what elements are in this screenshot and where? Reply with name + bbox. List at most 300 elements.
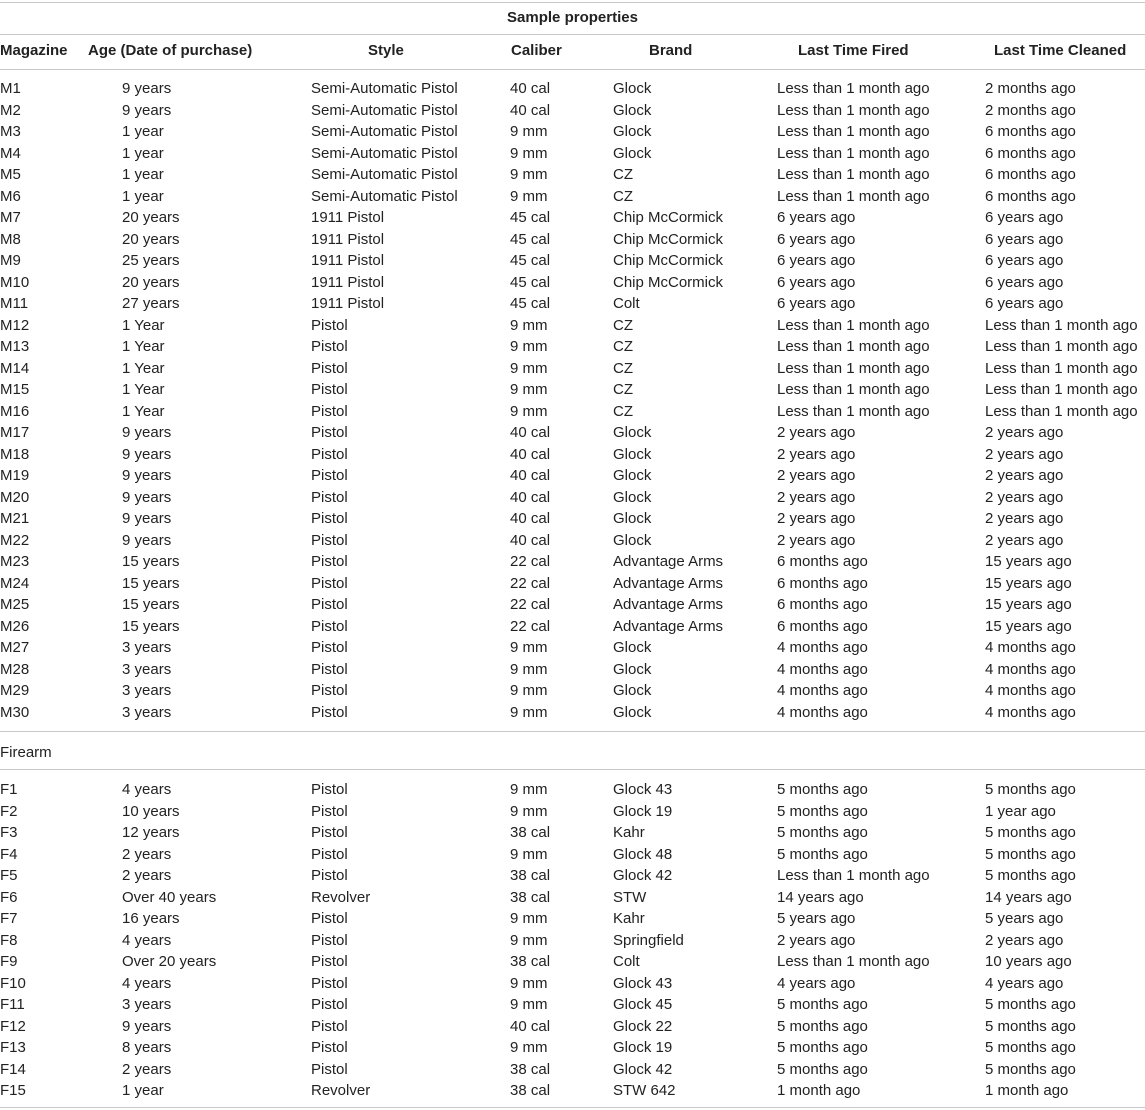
cell-caliber: 9 mm <box>510 996 548 1013</box>
cell-style: Pistol <box>311 1039 348 1056</box>
cell-brand: Colt <box>613 953 640 970</box>
cell-id: F9 <box>0 953 18 970</box>
cell-last-fired: 5 years ago <box>777 910 856 927</box>
cell-last-cleaned: 2 years ago <box>985 424 1064 441</box>
cell-brand: Advantage Arms <box>613 617 724 635</box>
cell-last-fired: Less than 1 month ago <box>777 80 930 97</box>
table-row <box>0 951 1145 973</box>
cell-id: F3 <box>0 824 18 841</box>
cell-style: Pistol <box>311 553 348 570</box>
cell-last-fired: 2 years ago <box>777 531 856 549</box>
cell-last-cleaned: 6 years ago <box>985 230 1064 248</box>
cell-style: Pistol <box>311 1060 348 1078</box>
cell-last-cleaned: 2 years ago <box>985 931 1064 949</box>
cell-last-fired: 2 years ago <box>777 931 856 949</box>
cell-last-cleaned: 6 months ago <box>985 187 1076 205</box>
cell-style: Pistol <box>311 316 348 334</box>
cell-brand: Glock <box>613 467 652 484</box>
cell-age: 1 Year <box>122 381 165 398</box>
cell-age: 9 years <box>122 1017 172 1035</box>
cell-age: 1 year <box>122 166 164 183</box>
cell-last-fired: 2 years ago <box>777 467 856 484</box>
cell-last-cleaned: Less than 1 month ago <box>985 316 1138 334</box>
cell-style: Pistol <box>311 402 348 420</box>
table-row <box>0 637 1145 659</box>
cell-last-cleaned: 5 months ago <box>985 781 1076 798</box>
table-row <box>0 1059 1145 1081</box>
cell-caliber: 45 cal <box>510 230 551 248</box>
cell-caliber: 45 cal <box>510 209 551 226</box>
table-row <box>0 1037 1145 1059</box>
cell-last-cleaned: 2 years ago <box>985 531 1064 549</box>
cell-brand: Chip McCormick <box>613 252 724 269</box>
cell-id: M6 <box>0 187 21 205</box>
cell-style: 1911 Pistol <box>311 273 385 291</box>
cell-brand: Glock 22 <box>613 1017 673 1035</box>
cell-age: 16 years <box>122 910 180 927</box>
cell-last-cleaned: 5 months ago <box>985 1060 1076 1078</box>
cell-caliber: 9 mm <box>510 166 548 183</box>
cell-id: M7 <box>0 209 21 226</box>
cell-last-fired: 6 years ago <box>777 273 856 291</box>
cell-last-fired: 4 months ago <box>777 703 868 721</box>
cell-id: F8 <box>0 931 18 949</box>
cell-last-fired: 5 months ago <box>777 1017 868 1035</box>
cell-last-fired: Less than 1 month ago <box>777 187 930 205</box>
cell-id: F11 <box>0 996 25 1013</box>
cell-caliber: 40 cal <box>510 488 551 506</box>
cell-last-fired: Less than 1 month ago <box>777 338 930 355</box>
cell-last-fired: 5 months ago <box>777 824 868 841</box>
cell-style: Pistol <box>311 660 348 678</box>
cell-brand: Glock <box>613 682 652 699</box>
cell-style: Pistol <box>311 510 348 527</box>
cell-style: Pistol <box>311 574 348 592</box>
cell-last-cleaned: 2 years ago <box>985 467 1064 484</box>
cell-age: 4 years <box>122 781 172 798</box>
cell-last-fired: Less than 1 month ago <box>777 953 930 970</box>
cell-last-fired: 4 months ago <box>777 682 868 699</box>
table-row <box>0 358 1145 380</box>
cell-caliber: 9 mm <box>510 660 548 678</box>
cell-last-fired: Less than 1 month ago <box>777 359 930 377</box>
cell-style: 1911 Pistol <box>311 252 385 269</box>
cell-id: M15 <box>0 381 30 398</box>
header-caliber: Caliber <box>511 42 562 59</box>
cell-brand: Springfield <box>613 931 684 949</box>
table-row <box>0 315 1145 337</box>
cell-id: M27 <box>0 639 30 656</box>
cell-last-cleaned: Less than 1 month ago <box>985 381 1138 398</box>
cell-style: Pistol <box>311 531 348 549</box>
cell-caliber: 9 mm <box>510 639 548 656</box>
cell-brand: Glock <box>613 144 652 162</box>
cell-last-fired: 1 month ago <box>777 1082 861 1099</box>
cell-style: Pistol <box>311 596 348 613</box>
cell-id: M26 <box>0 617 30 635</box>
cell-last-fired: 6 years ago <box>777 295 856 312</box>
cell-brand: Kahr <box>613 910 645 927</box>
cell-last-cleaned: 6 months ago <box>985 144 1076 162</box>
cell-style: 1911 Pistol <box>311 209 385 226</box>
cell-last-cleaned: 15 years ago <box>985 596 1072 613</box>
cell-last-cleaned: 4 months ago <box>985 682 1076 699</box>
title-rule <box>0 34 1145 35</box>
cell-age: 3 years <box>122 703 172 721</box>
cell-last-cleaned: 5 years ago <box>985 910 1064 927</box>
cell-age: 15 years <box>122 617 180 635</box>
cell-style: Semi-Automatic Pistol <box>311 123 458 140</box>
cell-style: Pistol <box>311 867 348 884</box>
cell-brand: Advantage Arms <box>613 553 724 570</box>
cell-style: Pistol <box>311 1017 348 1035</box>
header-row <box>0 40 1145 62</box>
table-row <box>0 594 1145 616</box>
table-row <box>0 779 1145 801</box>
cell-last-fired: 6 months ago <box>777 574 868 592</box>
cell-brand: CZ <box>613 166 633 183</box>
cell-caliber: 22 cal <box>510 596 551 613</box>
cell-last-cleaned: 6 months ago <box>985 123 1076 140</box>
cell-age: 9 years <box>122 80 172 97</box>
cell-caliber: 9 mm <box>510 144 548 162</box>
cell-id: M2 <box>0 101 21 119</box>
cell-style: Pistol <box>311 802 348 820</box>
cell-last-cleaned: 1 year ago <box>985 802 1056 820</box>
cell-caliber: 38 cal <box>510 824 551 841</box>
cell-style: Pistol <box>311 781 348 798</box>
cell-id: M29 <box>0 682 30 699</box>
cell-last-fired: 5 months ago <box>777 1039 868 1056</box>
cell-id: M8 <box>0 230 21 248</box>
table-title: Sample properties <box>507 9 638 26</box>
cell-style: Pistol <box>311 910 348 927</box>
cell-age: 12 years <box>122 824 180 841</box>
cell-last-cleaned: 4 months ago <box>985 660 1076 678</box>
cell-id: M3 <box>0 123 21 140</box>
table-row <box>0 508 1145 530</box>
cell-brand: CZ <box>613 381 633 398</box>
cell-brand: Glock 43 <box>613 974 673 992</box>
cell-age: 9 years <box>122 488 172 506</box>
cell-caliber: 45 cal <box>510 252 551 269</box>
table-row <box>0 336 1145 358</box>
cell-last-fired: 4 months ago <box>777 639 868 656</box>
cell-id: M10 <box>0 273 30 291</box>
cell-brand: Glock 48 <box>613 845 673 863</box>
cell-style: Semi-Automatic Pistol <box>311 80 458 97</box>
cell-last-cleaned: 1 month ago <box>985 1082 1069 1099</box>
cell-id: M11 <box>0 295 29 312</box>
cell-last-fired: 6 years ago <box>777 252 856 269</box>
cell-id: F12 <box>0 1017 26 1035</box>
cell-last-cleaned: 6 years ago <box>985 295 1064 312</box>
cell-last-cleaned: 5 months ago <box>985 845 1076 863</box>
cell-caliber: 9 mm <box>510 316 548 334</box>
header-last-fired: Last Time Fired <box>798 42 909 59</box>
cell-age: 2 years <box>122 1060 172 1078</box>
cell-last-cleaned: 5 months ago <box>985 1017 1076 1035</box>
cell-caliber: 9 mm <box>510 974 548 992</box>
cell-last-fired: Less than 1 month ago <box>777 867 930 884</box>
cell-age: 4 years <box>122 974 172 992</box>
cell-last-fired: Less than 1 month ago <box>777 144 930 162</box>
cell-caliber: 9 mm <box>510 123 548 140</box>
cell-style: Pistol <box>311 974 348 992</box>
table-row <box>0 908 1145 930</box>
table-row <box>0 422 1145 444</box>
cell-brand: CZ <box>613 402 633 420</box>
cell-last-fired: Less than 1 month ago <box>777 402 930 420</box>
table-row <box>0 487 1145 509</box>
cell-age: 1 year <box>122 123 164 140</box>
cell-age: 15 years <box>122 574 180 592</box>
cell-last-fired: 5 months ago <box>777 781 868 798</box>
table-row <box>0 930 1145 952</box>
cell-brand: Kahr <box>613 824 645 841</box>
cell-age: 3 years <box>122 639 172 656</box>
cell-age: Over 40 years <box>122 888 217 906</box>
cell-id: M18 <box>0 445 30 463</box>
cell-caliber: 9 mm <box>510 781 548 798</box>
cell-id: F15 <box>0 1082 26 1099</box>
cell-last-fired: Less than 1 month ago <box>777 381 930 398</box>
cell-id: M4 <box>0 144 21 162</box>
cell-id: F2 <box>0 802 18 820</box>
cell-id: M25 <box>0 596 30 613</box>
cell-last-fired: 5 months ago <box>777 996 868 1013</box>
cell-style: Pistol <box>311 617 348 635</box>
cell-caliber: 9 mm <box>510 402 548 420</box>
cell-age: 9 years <box>122 531 172 549</box>
cell-age: Over 20 years <box>122 953 217 970</box>
cell-last-cleaned: 5 months ago <box>985 996 1076 1013</box>
cell-id: M13 <box>0 338 30 355</box>
cell-brand: Advantage Arms <box>613 574 724 592</box>
cell-caliber: 22 cal <box>510 574 551 592</box>
cell-age: 27 years <box>122 295 180 312</box>
cell-age: 9 years <box>122 101 172 119</box>
cell-age: 20 years <box>122 230 180 248</box>
cell-last-cleaned: 4 months ago <box>985 703 1076 721</box>
cell-age: 15 years <box>122 596 180 613</box>
cell-brand: STW 642 <box>613 1082 676 1099</box>
cell-caliber: 40 cal <box>510 1017 551 1035</box>
cell-style: Pistol <box>311 445 348 463</box>
cell-style: Pistol <box>311 488 348 506</box>
cell-caliber: 9 mm <box>510 338 548 355</box>
cell-last-cleaned: 5 months ago <box>985 1039 1076 1056</box>
cell-style: Pistol <box>311 639 348 656</box>
cell-caliber: 9 mm <box>510 910 548 927</box>
cell-id: F5 <box>0 867 18 884</box>
cell-age: 1 Year <box>122 316 165 334</box>
cell-id: M28 <box>0 660 30 678</box>
table-row <box>0 121 1145 143</box>
cell-brand: Glock <box>613 80 652 97</box>
cell-last-fired: 6 years ago <box>777 230 856 248</box>
cell-caliber: 9 mm <box>510 845 548 863</box>
cell-last-cleaned: 10 years ago <box>985 953 1072 970</box>
cell-age: 9 years <box>122 424 172 441</box>
table-row <box>0 616 1145 638</box>
cell-brand: Glock <box>613 510 652 527</box>
cell-age: 9 years <box>122 510 172 527</box>
cell-brand: Glock 45 <box>613 996 673 1013</box>
cell-brand: Glock <box>613 531 652 549</box>
cell-id: M5 <box>0 166 21 183</box>
header-style: Style <box>368 42 404 59</box>
cell-last-cleaned: 5 months ago <box>985 824 1076 841</box>
cell-caliber: 9 mm <box>510 931 548 949</box>
cell-style: Pistol <box>311 381 348 398</box>
cell-brand: Glock <box>613 703 652 721</box>
table-row <box>0 573 1145 595</box>
table-row <box>0 207 1145 229</box>
table-row <box>0 293 1145 315</box>
cell-caliber: 40 cal <box>510 424 551 441</box>
table-row <box>0 1016 1145 1038</box>
table-row <box>0 1080 1145 1102</box>
cell-age: 10 years <box>122 802 180 820</box>
header-age: Age (Date of purchase) <box>88 42 253 59</box>
table-row <box>0 465 1145 487</box>
cell-style: Pistol <box>311 996 348 1013</box>
cell-style: Pistol <box>311 703 348 721</box>
cell-age: 1 Year <box>122 402 165 420</box>
cell-caliber: 38 cal <box>510 888 551 906</box>
table-row <box>0 78 1145 100</box>
cell-age: 3 years <box>122 682 172 699</box>
cell-caliber: 9 mm <box>510 1039 548 1056</box>
cell-age: 4 years <box>122 931 172 949</box>
cell-caliber: 9 mm <box>510 802 548 820</box>
table-row <box>0 887 1145 909</box>
cell-caliber: 9 mm <box>510 187 548 205</box>
cell-style: Pistol <box>311 359 348 377</box>
cell-last-fired: 2 years ago <box>777 424 856 441</box>
cell-brand: CZ <box>613 359 633 377</box>
cell-last-fired: Less than 1 month ago <box>777 166 930 183</box>
cell-last-fired: 6 months ago <box>777 617 868 635</box>
table-row <box>0 530 1145 552</box>
cell-brand: Colt <box>613 295 640 312</box>
section-rule-bottom <box>0 769 1145 770</box>
cell-brand: Glock 43 <box>613 781 673 798</box>
cell-last-fired: Less than 1 month ago <box>777 101 930 119</box>
table-row <box>0 100 1145 122</box>
cell-age: 8 years <box>122 1039 172 1056</box>
cell-age: 15 years <box>122 553 180 570</box>
cell-style: 1911 Pistol <box>311 295 385 312</box>
cell-brand: Glock 19 <box>613 802 673 820</box>
cell-brand: Glock 42 <box>613 867 673 884</box>
cell-brand: Glock <box>613 445 652 463</box>
cell-style: Pistol <box>311 424 348 441</box>
table-row <box>0 659 1145 681</box>
cell-id: M23 <box>0 553 30 570</box>
cell-last-fired: 5 months ago <box>777 802 868 820</box>
cell-style: Semi-Automatic Pistol <box>311 187 458 205</box>
cell-last-fired: 6 years ago <box>777 209 856 226</box>
cell-brand: Glock <box>613 123 652 140</box>
cell-brand: CZ <box>613 316 633 334</box>
cell-caliber: 38 cal <box>510 1082 551 1099</box>
cell-id: F6 <box>0 888 18 906</box>
cell-style: Semi-Automatic Pistol <box>311 166 458 183</box>
cell-last-fired: Less than 1 month ago <box>777 123 930 140</box>
cell-style: Pistol <box>311 953 348 970</box>
table-row <box>0 822 1145 844</box>
cell-last-fired: 4 years ago <box>777 974 856 992</box>
cell-style: 1911 Pistol <box>311 230 385 248</box>
table-row <box>0 229 1145 251</box>
cell-brand: STW <box>613 888 647 906</box>
bottom-rule <box>0 1107 1145 1108</box>
cell-last-cleaned: 2 years ago <box>985 488 1064 506</box>
cell-last-cleaned: 2 years ago <box>985 510 1064 527</box>
cell-id: F4 <box>0 845 18 863</box>
header-magazine: Magazine <box>0 42 68 59</box>
table-row <box>0 272 1145 294</box>
cell-brand: Glock <box>613 101 652 119</box>
cell-age: 9 years <box>122 467 172 484</box>
cell-age: 1 year <box>122 187 164 205</box>
cell-brand: CZ <box>613 338 633 355</box>
table-row <box>0 994 1145 1016</box>
cell-style: Pistol <box>311 824 348 841</box>
cell-age: 25 years <box>122 252 180 269</box>
header-brand: Brand <box>649 42 693 59</box>
cell-style: Semi-Automatic Pistol <box>311 144 458 162</box>
cell-last-cleaned: Less than 1 month ago <box>985 338 1138 355</box>
table-row <box>0 801 1145 823</box>
cell-last-fired: 5 months ago <box>777 1060 868 1078</box>
cell-id: F10 <box>0 974 26 992</box>
cell-style: Pistol <box>311 338 348 355</box>
table-row <box>0 186 1145 208</box>
table-row <box>0 702 1145 724</box>
cell-last-fired: 6 months ago <box>777 553 868 570</box>
cell-brand: Glock 42 <box>613 1060 673 1078</box>
cell-caliber: 9 mm <box>510 359 548 377</box>
cell-age: 2 years <box>122 867 172 884</box>
cell-last-fired: 6 months ago <box>777 596 868 613</box>
cell-id: M20 <box>0 488 30 506</box>
cell-style: Revolver <box>311 888 371 906</box>
table-row <box>0 551 1145 573</box>
cell-brand: Advantage Arms <box>613 596 724 613</box>
cell-last-cleaned: 4 months ago <box>985 639 1076 656</box>
cell-id: M19 <box>0 467 30 484</box>
cell-last-cleaned: 15 years ago <box>985 574 1072 592</box>
cell-age: 3 years <box>122 996 172 1013</box>
cell-caliber: 22 cal <box>510 617 551 635</box>
cell-id: M30 <box>0 703 30 721</box>
cell-last-fired: 4 months ago <box>777 660 868 678</box>
cell-caliber: 22 cal <box>510 553 551 570</box>
table-row <box>0 865 1145 887</box>
cell-id: M1 <box>0 80 21 97</box>
cell-last-cleaned: 5 months ago <box>985 867 1076 884</box>
cell-caliber: 40 cal <box>510 445 551 463</box>
cell-last-cleaned: 2 months ago <box>985 101 1076 119</box>
cell-last-cleaned: 6 years ago <box>985 252 1064 269</box>
cell-brand: Glock <box>613 639 652 656</box>
cell-last-cleaned: 2 months ago <box>985 80 1076 97</box>
cell-brand: Chip McCormick <box>613 209 724 226</box>
cell-id: M9 <box>0 252 21 269</box>
